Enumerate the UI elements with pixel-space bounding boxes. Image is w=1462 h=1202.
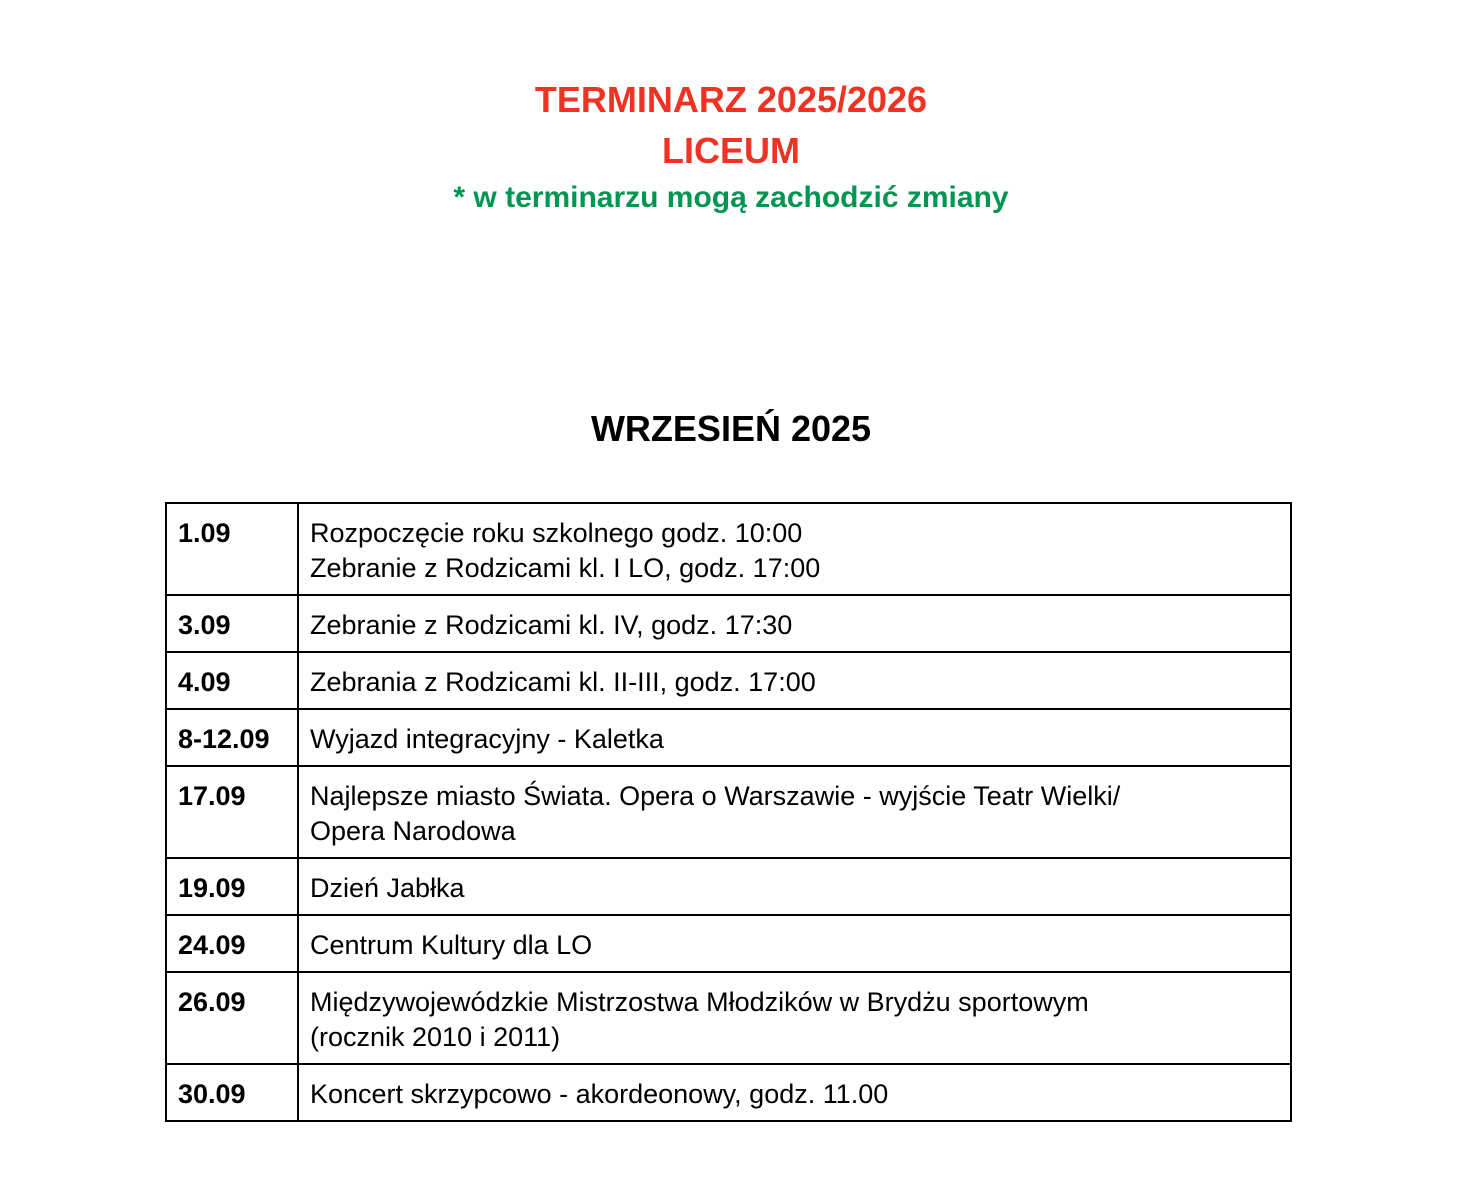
event-date: 4.09 — [166, 652, 298, 709]
table-row — [166, 652, 1291, 709]
event-line: Zebranie z Rodzicami kl. I LO, godz. 17:00 — [310, 553, 821, 583]
event-line: Zebranie z Rodzicami kl. IV, godz. 17:30 — [310, 610, 793, 640]
event-description — [298, 915, 1291, 972]
event-date: 19.09 — [166, 858, 298, 915]
table-row — [166, 858, 1291, 915]
event-description — [298, 503, 1291, 595]
event-description — [298, 1064, 1291, 1121]
event-date: 3.09 — [166, 595, 298, 652]
event-date: 26.09 — [166, 972, 298, 1064]
event-line: Dzień Jabłka — [310, 873, 465, 903]
event-line: Opera Narodowa — [310, 816, 516, 846]
event-description — [298, 709, 1291, 766]
table-row — [166, 972, 1291, 1064]
event-date: 1.09 — [166, 503, 298, 595]
table-row — [166, 709, 1291, 766]
event-line: Zebrania z Rodzicami kl. II-III, godz. 17:00 — [310, 667, 816, 697]
event-line: Najlepsze miasto Świata. Opera o Warszawie - wyjście Teatr Wielki/ — [310, 781, 1121, 811]
event-date: 30.09 — [166, 1064, 298, 1121]
event-line: Koncert skrzypcowo - akordeonowy, godz. 11.00 — [310, 1079, 889, 1109]
event-line: Międzywojewódzkie Mistrzostwa Młodzików w Brydżu sportowym — [310, 987, 1089, 1017]
table-row — [166, 595, 1291, 652]
document-header — [0, 74, 1462, 220]
table-row — [166, 915, 1291, 972]
table-row — [166, 1064, 1291, 1121]
event-line: (rocznik 2010 i 2011) — [310, 1022, 561, 1052]
event-line: Centrum Kultury dla LO — [310, 930, 593, 960]
changes-note: * w terminarzu mogą zachodzić zmiany — [453, 181, 1009, 214]
event-date: 8-12.09 — [166, 709, 298, 766]
table-row — [166, 766, 1291, 858]
event-description — [298, 858, 1291, 915]
event-description — [298, 972, 1291, 1064]
document-subtitle: LICEUM — [662, 130, 800, 171]
event-description — [298, 652, 1291, 709]
table-row — [166, 503, 1291, 595]
event-line: Wyjazd integracyjny - Kaletka — [310, 724, 664, 754]
event-description — [298, 595, 1291, 652]
month-title: WRZESIEŃ 2025 — [590, 408, 872, 449]
event-line: Rozpoczęcie roku szkolnego godz. 10:00 — [310, 518, 803, 548]
schedule-body — [166, 503, 1291, 1121]
schedule-table — [165, 502, 1292, 1122]
event-date: 24.09 — [166, 915, 298, 972]
event-date: 17.09 — [166, 766, 298, 858]
event-description — [298, 766, 1291, 858]
document-title: TERMINARZ 2025/2026 — [534, 79, 928, 120]
